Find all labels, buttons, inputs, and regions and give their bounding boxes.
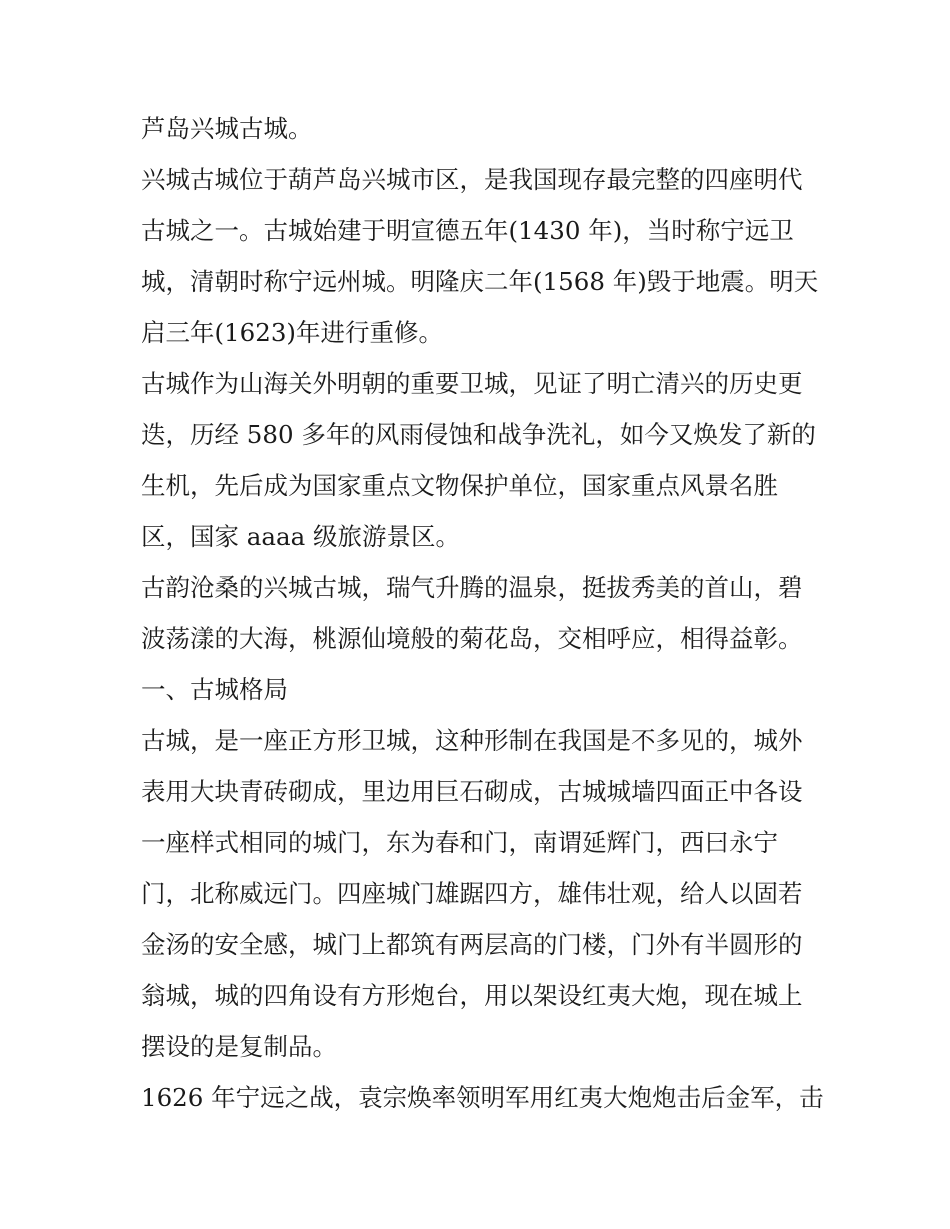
text-line: 波荡漾的大海，桃源仙境般的菊花岛，交相呼应，相得益彰。 <box>141 624 803 653</box>
text-line: 芦岛兴城古城。 <box>141 114 313 143</box>
text-line: 生机，先后成为国家重点文物保护单位，国家重点风景名胜 <box>141 471 778 500</box>
text-line: 古城，是一座正方形卫城，这种形制在我国是不多见的，城外 <box>141 726 803 755</box>
text-line: 古韵沧桑的兴城古城，瑞气升腾的温泉，挺拔秀美的首山，碧 <box>141 573 803 602</box>
text-line: 翁城，城的四角设有方形炮台，用以架设红夷大炮，现在城上 <box>141 981 803 1010</box>
text-line: 迭，历经 580 多年的风雨侵蚀和战争洗礼，如今又焕发了新的 <box>141 420 816 449</box>
text-line: 古城作为山海关外明朝的重要卫城，见证了明亡清兴的历史更 <box>141 369 803 398</box>
text-line: 城，清朝时称宁远州城。明隆庆二年(1568 年)毁于地震。明天 <box>141 267 819 296</box>
text-line: 摆设的是复制品。 <box>141 1032 337 1061</box>
text-line: 启三年(1623)年进行重修。 <box>141 318 443 347</box>
text-line: 一座样式相同的城门，东为春和门，南谓延辉门，西曰永宁 <box>141 828 778 857</box>
text-line: 古城之一。古城始建于明宣德五年(1430 年)，当时称宁远卫 <box>141 216 794 245</box>
text-line: 表用大块青砖砌成，里边用巨石砌成，古城城墙四面正中各设 <box>141 777 803 806</box>
text-line: 兴城古城位于葫芦岛兴城市区，是我国现存最完整的四座明代 <box>141 165 803 194</box>
text-line: 金汤的安全感，城门上都筑有两层高的门楼，门外有半圆形的 <box>141 930 803 959</box>
section-heading: 一、古城格局 <box>141 675 288 704</box>
document-body <box>141 103 831 1123</box>
text-line: 1626 年宁远之战，袁宗焕率领明军用红夷大炮炮击后金军，击 <box>141 1083 824 1112</box>
text-line: 门，北称威远门。四座城门雄踞四方，雄伟壮观，给人以固若 <box>141 879 803 908</box>
text-line: 区，国家 aaaa 级旅游景区。 <box>141 522 461 551</box>
